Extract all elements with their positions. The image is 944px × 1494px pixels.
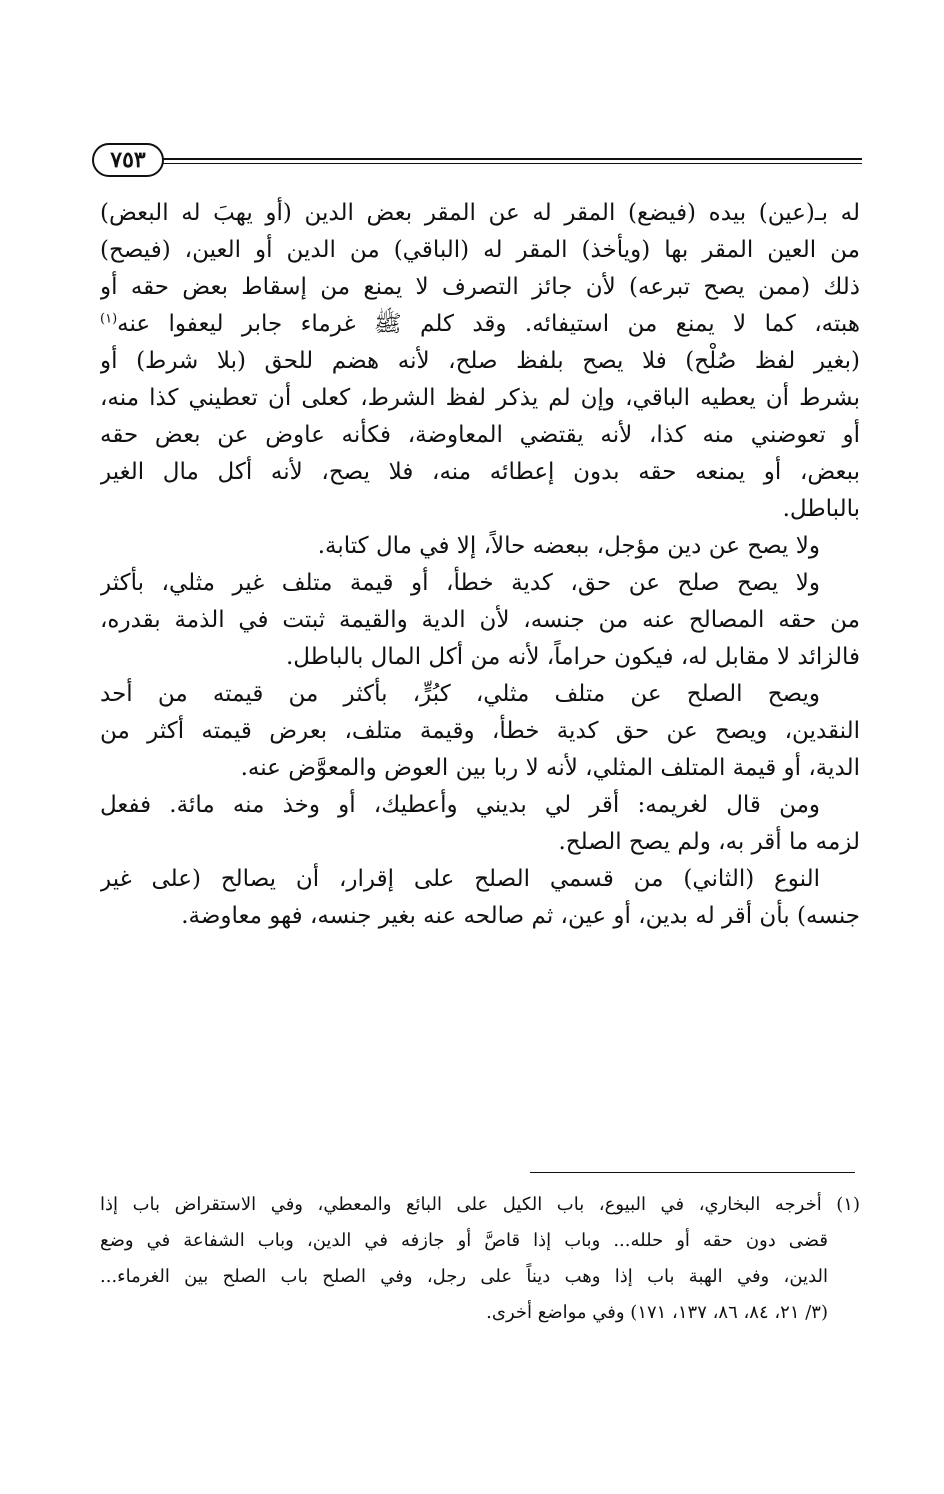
text-line: هبته، كما لا يمنع من استيفائه. وقد كلم ﷺ غرماء جابر ليعفوا عنه$^{(١)}$ [100, 311, 860, 337]
footnote-line: الدين، وفي الهبة باب إذا وهب ديناً على رجل، وفي الصلح باب الصلح بين الغرماء... [100, 1266, 828, 1287]
main-text [100, 195, 860, 935]
text-line: لزمه ما أقر به، ولم يصح الصلح. [558, 829, 860, 855]
text-line: ببعض، أو يمنعه حقه بدون إعطائه منه، فلا يصح، لأنه أكل مال الغير [100, 459, 860, 485]
text-line: أو تعوضني منه كذا، لأنه يقتضي المعاوضة، فكأنه عاوض عن بعض حقه [100, 422, 860, 448]
text-line: ولا يصح صلح عن حق، كدية خطأ، أو قيمة متلف غير مثلي، بأكثر [100, 570, 820, 596]
text-line: ذلك (ممن يصح تبرعه) لأن جائز التصرف لا يمنع من إسقاط بعض حقه أو [100, 274, 860, 300]
text-line: النوع (الثاني) من قسمي الصلح على إقرار، أن يصالح (على غير [100, 866, 820, 892]
text-line: ومن قال لغريمه: أقر لي بديني وأعطيك، أو وخذ منه مائة. ففعل [100, 792, 820, 818]
text-line: بالباطل. [782, 496, 860, 522]
text-line: النقدين، ويصح عن حق كدية خطأ، وقيمة متلف، بعرض قيمته أكثر من [100, 718, 860, 744]
text-line: فالزائد لا مقابل له، فيكون حراماً، لأنه من أكل المال بالباطل. [285, 644, 860, 670]
text-line: (بغير لفظ صُلْح) فلا يصح بلفظ صلح، لأنه هضم للحق (بلا شرط) أو [100, 348, 860, 374]
page-header [92, 143, 862, 183]
footnote-line: قضى دون حقه أو حلله... وباب إذا قاصَّ أو جازفه في الدين، وباب الشفاعة في وضع [100, 1230, 828, 1251]
footnote-line: (٣/ ٢١، ٨٤، ٨٦، ١٣٧، ١٧١) وفي مواضع أخرى. [486, 1302, 828, 1323]
footnotes [100, 1187, 860, 1331]
footnote-divider [530, 1172, 855, 1173]
footnote-line: (١) أخرجه البخاري، في البيوع، باب الكيل على البائع والمعطي، وفي الاستقراض باب إذا [100, 1194, 860, 1215]
text-line: له بـ(عين) بيده (فيضع) المقر له عن المقر بعض الدين (أو يهبَ له البعض) [100, 200, 860, 226]
text-line: ويصح الصلح عن متلف مثلي، كبُرٍّ، بأكثر من قيمته من أحد [100, 681, 820, 707]
text-line: جنسه) بأن أقر له بدين، أو عين، ثم صالحه عنه بغير جنسه، فهو معاوضة. [181, 903, 860, 929]
footnote-marker: (١) [100, 311, 118, 327]
text-line: من العين المقر بها (ويأخذ) المقر له (الباقي) من الدين أو العين، (فيصح) [100, 237, 860, 263]
text-line: بشرط أن يعطيه الباقي، وإن لم يذكر لفظ الشرط، كعلى أن تعطيني كذا منه، [100, 385, 860, 411]
header-rule [162, 158, 862, 164]
text-line: من حقه المصالح عنه من جنسه، لأن الدية والقيمة ثبتت في الذمة بقدره، [100, 607, 860, 633]
text-line: ولا يصح عن دين مؤجل، ببعضه حالاً، إلا في مال كتابة. [317, 533, 820, 559]
text-line: الدية، أو قيمة المتلف المثلي، لأنه لا ربا بين العوض والمعوَّض عنه. [240, 755, 860, 781]
page-number: ٧٥٣ [92, 143, 164, 177]
